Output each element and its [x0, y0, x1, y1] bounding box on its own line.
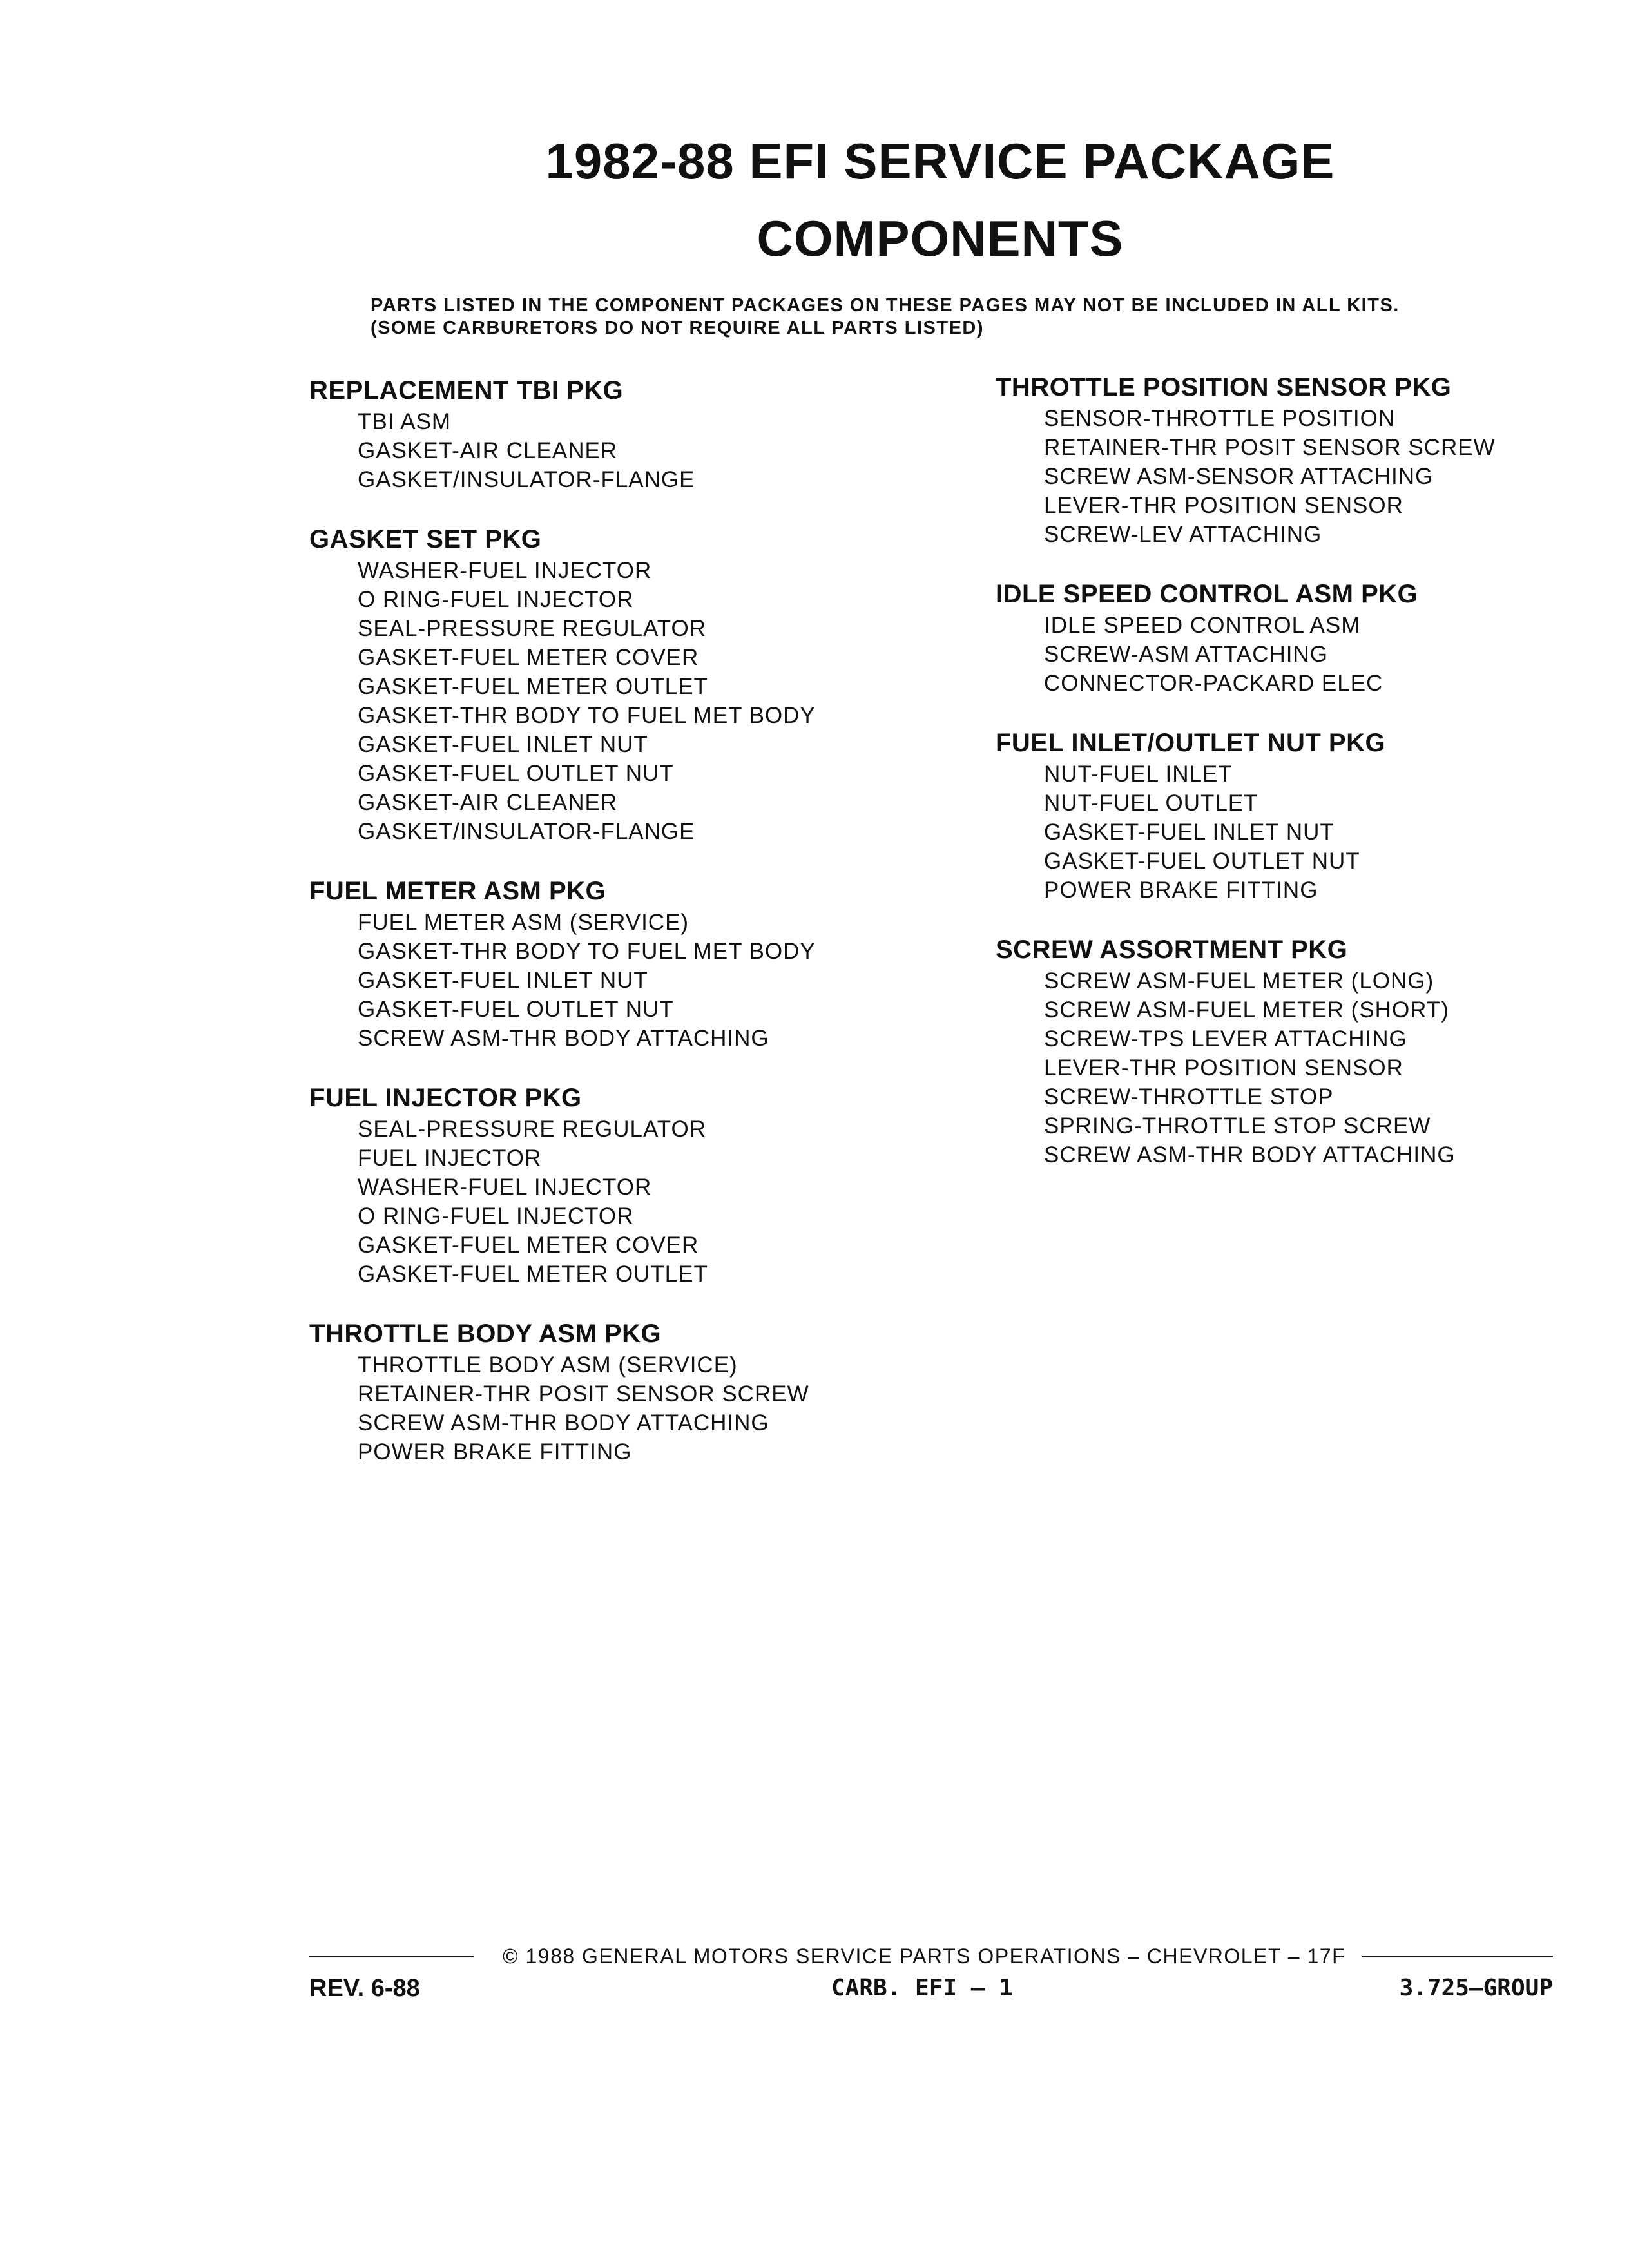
package-item-list: [996, 760, 1614, 905]
package-item: SCREW ASM-THR BODY ATTACHING: [358, 1410, 769, 1436]
package-item: FUEL INJECTOR: [358, 1146, 542, 1171]
package-section: [996, 577, 1614, 698]
package-title: REPLACEMENT TBI PKG: [309, 376, 624, 405]
package-item: SCREW-THROTTLE STOP: [1044, 1084, 1334, 1110]
package-item: RETAINER-THR POSIT SENSOR SCREW: [358, 1381, 809, 1407]
footer-copyright-row: [309, 1945, 1553, 1968]
package-item: GASKET-THR BODY TO FUEL MET BODY: [358, 939, 816, 964]
package-item: SPRING-THROTTLE STOP SCREW: [1044, 1113, 1431, 1139]
package-item: POWER BRAKE FITTING: [358, 1439, 632, 1465]
package-item: THROTTLE BODY ASM (SERVICE): [358, 1352, 738, 1378]
package-item-list: [996, 611, 1614, 698]
package-title: THROTTLE POSITION SENSOR PKG: [996, 373, 1452, 401]
package-item: GASKET-FUEL METER OUTLET: [358, 1262, 708, 1287]
package-item: CONNECTOR-PACKARD ELEC: [1044, 671, 1383, 696]
footer-section: CARB. EFI – 1: [831, 1975, 1013, 2001]
note-line-2: (SOME CARBURETORS DO NOT REQUIRE ALL PARTS LISTED): [371, 318, 985, 338]
package-item-list: [309, 556, 954, 846]
package-section: [309, 874, 954, 1053]
package-section: [996, 726, 1614, 905]
footer-rule-left: [309, 1956, 474, 1957]
package-title: FUEL INJECTOR PKG: [309, 1084, 582, 1112]
package-item: GASKET-FUEL METER OUTLET: [358, 674, 708, 699]
package-item: SCREW-TPS LEVER ATTACHING: [1044, 1026, 1407, 1052]
package-item: LEVER-THR POSITION SENSOR: [1044, 493, 1403, 518]
package-item-list: [996, 404, 1614, 549]
package-title: GASKET SET PKG: [309, 525, 542, 553]
package-item: GASKET-FUEL OUTLET NUT: [358, 761, 674, 786]
package-item-list: [309, 908, 954, 1053]
package-item-list: [309, 407, 954, 494]
package-section: [996, 933, 1614, 1169]
package-section: [996, 370, 1614, 549]
package-item: FUEL METER ASM (SERVICE): [358, 910, 689, 935]
package-item: WASHER-FUEL INJECTOR: [358, 1175, 652, 1200]
package-title: FUEL METER ASM PKG: [309, 877, 606, 905]
package-item: GASKET-THR BODY TO FUEL MET BODY: [358, 703, 816, 728]
page-subtitle: COMPONENTS: [757, 210, 1124, 267]
package-item: SCREW ASM-THR BODY ATTACHING: [358, 1026, 769, 1051]
package-item: SCREW ASM-THR BODY ATTACHING: [1044, 1142, 1456, 1168]
package-item: SEAL-PRESSURE REGULATOR: [358, 616, 707, 641]
package-section: [309, 1081, 954, 1289]
package-item-list: [309, 1115, 954, 1289]
package-item: GASKET-FUEL INLET NUT: [1044, 820, 1335, 845]
package-item-list: [309, 1350, 954, 1466]
page-title: 1982-88 EFI SERVICE PACKAGE: [545, 133, 1335, 189]
footer-copyright: © 1988 GENERAL MOTORS SERVICE PARTS OPERATIONS – CHEVROLET – 17F: [503, 1945, 1346, 1968]
package-item: TBI ASM: [358, 409, 452, 434]
footer-revision: REV. 6-88: [309, 1975, 420, 2002]
package-title: SCREW ASSORTMENT PKG: [996, 936, 1348, 964]
package-item: SCREW-LEV ATTACHING: [1044, 522, 1322, 547]
package-item: GASKET-FUEL METER COVER: [358, 1233, 699, 1258]
package-item: RETAINER-THR POSIT SENSOR SCREW: [1044, 435, 1496, 460]
package-item: NUT-FUEL INLET: [1044, 762, 1233, 787]
package-item: GASKET-FUEL INLET NUT: [358, 732, 648, 757]
right-column: [996, 370, 1614, 1198]
package-item: GASKET/INSULATOR-FLANGE: [358, 467, 695, 492]
package-section: [309, 523, 954, 846]
package-title: THROTTLE BODY ASM PKG: [309, 1320, 662, 1348]
package-item: NUT-FUEL OUTLET: [1044, 791, 1258, 816]
package-item: GASKET-FUEL OUTLET NUT: [358, 997, 674, 1022]
footer-group: 3.725–GROUP: [1399, 1975, 1553, 2001]
package-item: GASKET-FUEL OUTLET NUT: [1044, 849, 1360, 874]
package-item: LEVER-THR POSITION SENSOR: [1044, 1055, 1403, 1081]
package-item: SCREW ASM-FUEL METER (LONG): [1044, 968, 1434, 994]
package-item: SENSOR-THROTTLE POSITION: [1044, 406, 1396, 431]
package-item: O RING-FUEL INJECTOR: [358, 1204, 634, 1229]
package-item: SCREW-ASM ATTACHING: [1044, 642, 1328, 667]
package-section: [309, 374, 954, 494]
package-item: O RING-FUEL INJECTOR: [358, 587, 634, 612]
package-item: GASKET/INSULATOR-FLANGE: [358, 819, 695, 844]
package-item: GASKET-AIR CLEANER: [358, 438, 618, 463]
package-item: SCREW ASM-FUEL METER (SHORT): [1044, 997, 1449, 1023]
package-item: GASKET-FUEL INLET NUT: [358, 968, 648, 993]
package-item-list: [996, 966, 1614, 1169]
note-line-1: PARTS LISTED IN THE COMPONENT PACKAGES ON THESE PAGES MAY NOT BE INCLUDED IN ALL KITS.: [371, 295, 1400, 316]
left-column: [309, 374, 954, 1495]
footer-info-row: [309, 1975, 1553, 2007]
package-title: IDLE SPEED CONTROL ASM PKG: [996, 580, 1418, 608]
package-section: [309, 1317, 954, 1466]
package-item: POWER BRAKE FITTING: [1044, 878, 1318, 903]
package-item: GASKET-AIR CLEANER: [358, 790, 618, 815]
footer-rule-right: [1362, 1956, 1553, 1957]
package-item: IDLE SPEED CONTROL ASM: [1044, 613, 1361, 638]
package-item: WASHER-FUEL INJECTOR: [358, 558, 652, 583]
package-item: SEAL-PRESSURE REGULATOR: [358, 1117, 707, 1142]
package-title: FUEL INLET/OUTLET NUT PKG: [996, 729, 1386, 757]
package-item: SCREW ASM-SENSOR ATTACHING: [1044, 464, 1434, 489]
package-item: GASKET-FUEL METER COVER: [358, 645, 699, 670]
